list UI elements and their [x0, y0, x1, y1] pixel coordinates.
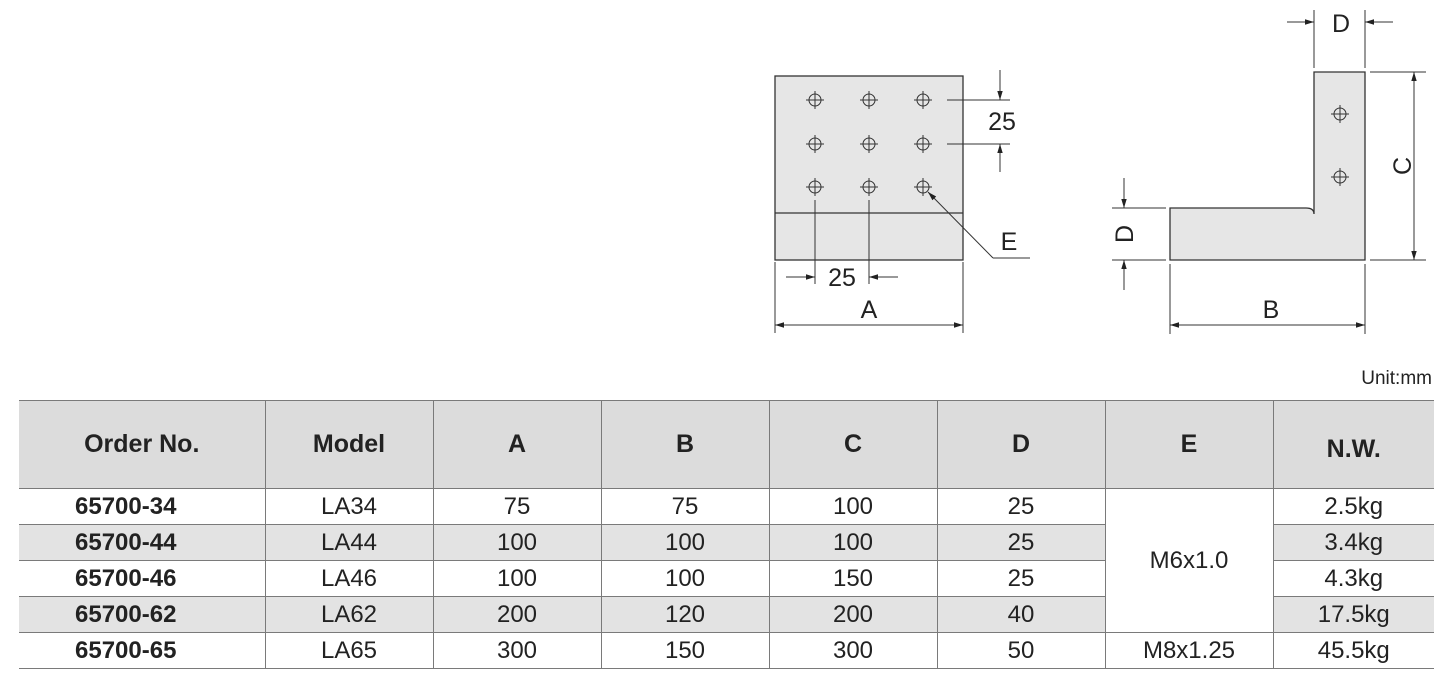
cell-nw: 17.5kg [1273, 597, 1434, 633]
dim-d-left-label: D [1111, 224, 1139, 244]
cell-a: 200 [433, 597, 601, 633]
cell-d: 40 [937, 597, 1105, 633]
spec-table [19, 400, 1434, 669]
header-e: E [1105, 401, 1273, 489]
table-header-row [19, 401, 1434, 489]
cell-d: 25 [937, 525, 1105, 561]
header-model: Model [265, 401, 433, 489]
cell-b: 100 [601, 525, 769, 561]
cell-nw: 2.5kg [1273, 489, 1434, 525]
dim-e-label: E [1000, 228, 1018, 256]
cell-b: 75 [601, 489, 769, 525]
cell-a: 75 [433, 489, 601, 525]
table-row [19, 633, 1434, 669]
header-b: B [601, 401, 769, 489]
side-view [1111, 10, 1426, 334]
table-row [19, 489, 1434, 525]
dim-pitch-horizontal: 25 [828, 264, 856, 292]
cell-order: 65700-46 [19, 561, 265, 597]
cell-order: 65700-34 [19, 489, 265, 525]
cell-d: 25 [937, 561, 1105, 597]
cell-d: 25 [937, 489, 1105, 525]
cell-order: 65700-62 [19, 597, 265, 633]
cell-a: 100 [433, 561, 601, 597]
cell-model: LA46 [265, 561, 433, 597]
header-a: A [433, 401, 601, 489]
cell-a: 100 [433, 525, 601, 561]
header-order-no: Order No. [19, 401, 265, 489]
cell-c: 100 [769, 489, 937, 525]
cell-model: LA44 [265, 525, 433, 561]
cell-nw: 4.3kg [1273, 561, 1434, 597]
dim-c-label: C [1389, 156, 1417, 176]
cell-a: 300 [433, 633, 601, 669]
cell-c: 200 [769, 597, 937, 633]
cell-b: 150 [601, 633, 769, 669]
header-nw: N.W. [1273, 401, 1434, 489]
cell-d: 50 [937, 633, 1105, 669]
angle-profile [1170, 72, 1365, 260]
unit-label: Unit:mm [1361, 368, 1432, 389]
cell-nw: 3.4kg [1273, 525, 1434, 561]
header-d: D [937, 401, 1105, 489]
cell-model: LA34 [265, 489, 433, 525]
cell-nw: 45.5kg [1273, 633, 1434, 669]
cell-e-group: M6x1.0 [1105, 489, 1273, 633]
cell-c: 150 [769, 561, 937, 597]
cell-c: 300 [769, 633, 937, 669]
cell-model: LA62 [265, 597, 433, 633]
cell-c: 100 [769, 525, 937, 561]
cell-b: 100 [601, 561, 769, 597]
dim-d-top-label: D [1331, 10, 1351, 38]
cell-model: LA65 [265, 633, 433, 669]
header-c: C [769, 401, 937, 489]
front-view [775, 70, 1030, 333]
dim-pitch-vertical: 25 [988, 108, 1016, 136]
dim-b-label: B [1262, 296, 1280, 324]
cell-b: 120 [601, 597, 769, 633]
cell-order: 65700-65 [19, 633, 265, 669]
cell-e: M8x1.25 [1105, 633, 1273, 669]
cell-order: 65700-44 [19, 525, 265, 561]
dim-a-label: A [860, 296, 878, 324]
